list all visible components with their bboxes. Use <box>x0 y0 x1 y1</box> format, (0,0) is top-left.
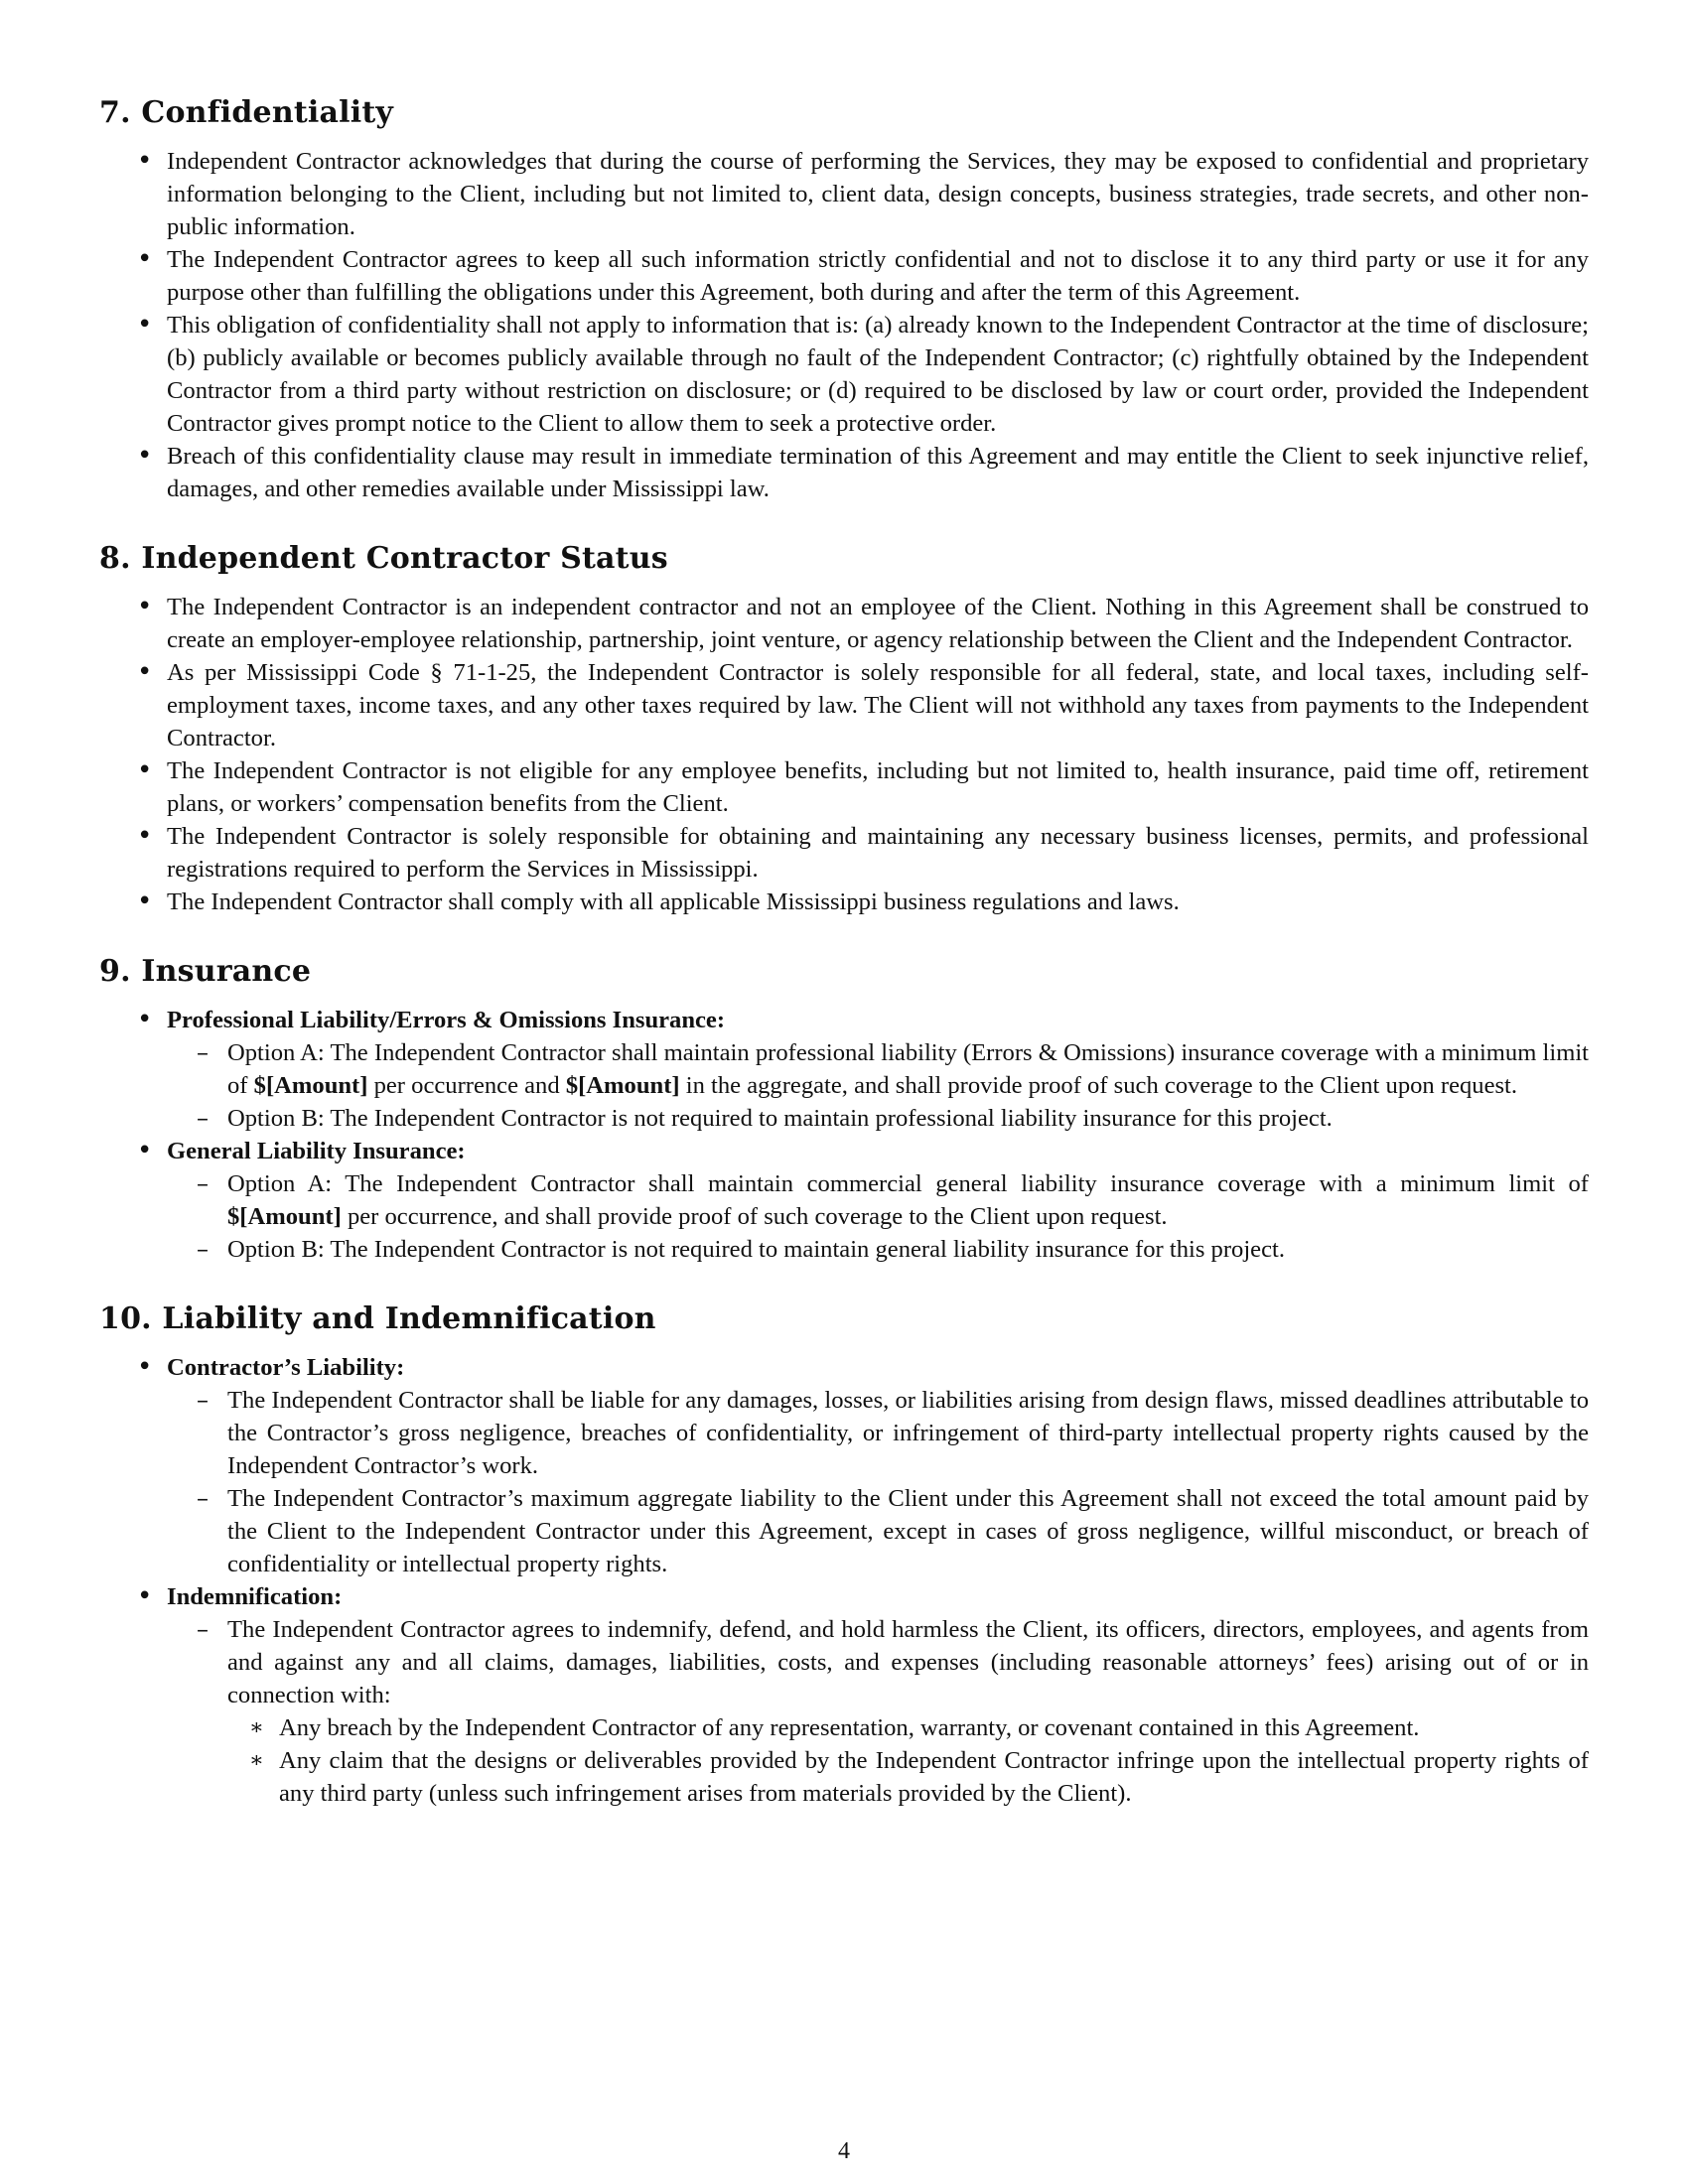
amount-placeholder: $[Amount] <box>227 1203 342 1230</box>
section-liability-indemnification <box>99 1299 1589 1810</box>
list-item <box>99 656 1589 754</box>
paragraph: – The Independent Contractor shall be liable for any damages, losses, or liabilities arising from design flaws, missed deadlines attributable to the Contractor’s gross negligence, breaches of confidentiality, or infringement of third-party intellectual property rights caused by the Independent Contractor’s work. <box>227 1387 1589 1479</box>
list-item <box>99 591 1589 656</box>
bullet-list <box>99 1351 1589 1810</box>
text-run: Option A: The Independent Contractor shall maintain commercial general liability insurance coverage with a minimum limit of <box>227 1170 1589 1197</box>
text-run: per occurrence and <box>373 1072 560 1099</box>
paragraph: – Option B: The Independent Contractor is not required to maintain professional liability insurance for this project. <box>227 1105 1333 1132</box>
text-run: Option A: The Independent Contractor shall maintain professional liability (Errors & Omissions) insurance coverage with a minimum limit of <box>227 1039 1589 1099</box>
nested-item <box>227 1711 1589 1744</box>
professional-liability-label: • Professional Liability/Errors & Omissions Insurance: <box>167 1007 726 1033</box>
general-liability-label: • General Liability Insurance: <box>167 1138 466 1164</box>
text-run: per occurrence, and shall provide proof of such coverage to the Client upon request. <box>347 1203 1168 1230</box>
sub-list <box>167 1613 1589 1810</box>
list-item <box>99 886 1589 918</box>
amount-placeholder: $[Amount] <box>253 1072 368 1099</box>
option-item <box>167 1167 1589 1233</box>
list-item <box>99 1004 1589 1135</box>
section-heading: 9. Insurance <box>99 954 312 989</box>
sub-item <box>167 1613 1589 1810</box>
amount-placeholder: $[Amount] <box>565 1072 680 1099</box>
paragraph: • The Independent Contractor shall comply with all applicable Mississippi business regulations and laws. <box>167 888 1180 915</box>
nested-list <box>227 1711 1589 1810</box>
nested-item <box>227 1744 1589 1810</box>
list-item <box>99 309 1589 440</box>
paragraph: • The Independent Contractor is an independent contractor and not an employee of the Client. Nothing in this Agreement shall be construed to create an employer-employee relationship, partnership, joint venture, or agency relationship between the Client and the Independent Contractor. <box>167 594 1589 653</box>
paragraph <box>227 1036 1589 1102</box>
sub-item <box>167 1384 1589 1482</box>
list-item <box>99 1351 1589 1580</box>
option-item <box>167 1036 1589 1102</box>
paragraph: – Option B: The Independent Contractor is not required to maintain general liability insurance for this project. <box>227 1236 1285 1263</box>
list-item <box>99 754 1589 820</box>
text-run: in the aggregate, and shall provide proof of such coverage to the Client upon request. <box>685 1072 1518 1099</box>
paragraph: • The Independent Contractor is solely responsible for obtaining and maintaining any necessary business licenses, permits, and professional registrations required to perform the Services in Mississippi. <box>167 823 1589 883</box>
paragraph: • Breach of this confidentiality clause may result in immediate termination of this Agreement and may entitle the Client to seek injunctive relief, damages, and other remedies available under Mississippi law. <box>167 443 1589 502</box>
paragraph: • The Independent Contractor agrees to keep all such information strictly confidential and not to disclose it to any third party or use it for any purpose other than fulfilling the obligations under this Agreement, both during and after the term of this Agreement. <box>167 246 1589 306</box>
section-independent-contractor-status <box>99 539 1589 918</box>
paragraph: – The Independent Contractor agrees to indemnify, defend, and hold harmless the Client, its officers, directors, employees, and agents from and against any and all claims, damages, liabilities, costs, and expenses (including reasonable attorneys’ fees) arising out of or in connection with: <box>227 1616 1589 1708</box>
list-item <box>99 145 1589 243</box>
sub-list <box>167 1384 1589 1580</box>
option-list <box>167 1167 1589 1266</box>
section-insurance <box>99 952 1589 1266</box>
option-item <box>167 1233 1589 1266</box>
paragraph: • The Independent Contractor is not eligible for any employee benefits, including but not limited to, health insurance, paid time off, retirement plans, or workers’ compensation benefits from the Client. <box>167 757 1589 817</box>
contractor-liability-label: • Contractor’s Liability: <box>167 1354 405 1381</box>
section-heading: 8. Independent Contractor Status <box>99 541 668 576</box>
paragraph <box>227 1167 1589 1233</box>
paragraph: • This obligation of confidentiality shall not apply to information that is: (a) already known to the Independent Contractor at the time of disclosure; (b) publicly available or becomes publicly available through no fault of the Independent Contractor; (c) rightfully obtained by the Independent Contractor from a third party without restriction on disclosure; or (d) required to be disclosed by law or court order, provided the Independent Contractor gives prompt notice to the Client to allow them to seek a protective order. <box>167 312 1589 437</box>
paragraph: • Independent Contractor acknowledges that during the course of performing the Services, they may be exposed to confidential and proprietary information belonging to the Client, including but not limited to, client data, design concepts, business strategies, trade secrets, and other non-public information. <box>167 148 1589 240</box>
section-heading: 10. Liability and Indemnification <box>99 1301 656 1336</box>
list-item <box>99 243 1589 309</box>
page-number: 4 <box>838 2138 850 2164</box>
section-heading: 7. Confidentiality <box>99 95 394 130</box>
section-confidentiality <box>99 93 1589 505</box>
list-item <box>99 820 1589 886</box>
list-item <box>99 1135 1589 1266</box>
sub-item <box>167 1482 1589 1580</box>
bullet-list <box>99 591 1589 918</box>
option-item <box>167 1102 1589 1135</box>
paragraph: – The Independent Contractor’s maximum aggregate liability to the Client under this Agreement shall not exceed the total amount paid by the Client to the Independent Contractor under this Agreement, except in cases of gross negligence, willful misconduct, or breach of confidentiality or intellectual property rights. <box>227 1485 1589 1577</box>
option-list <box>167 1036 1589 1135</box>
paragraph: ∗ Any breach by the Independent Contractor of any representation, warranty, or covenant contained in this Agreement. <box>279 1714 1420 1741</box>
indemnification-label: • Indemnification: <box>167 1583 343 1610</box>
paragraph: ∗ Any claim that the designs or deliverables provided by the Independent Contractor infringe upon the intellectual property rights of any third party (unless such infringement arises from materials provided by the Client). <box>279 1747 1589 1807</box>
document-page <box>99 93 1589 1843</box>
bullet-list <box>99 1004 1589 1266</box>
list-item <box>99 1580 1589 1810</box>
bullet-list <box>99 145 1589 505</box>
list-item <box>99 440 1589 505</box>
paragraph: • As per Mississippi Code § 71-1-25, the Independent Contractor is solely responsible for all federal, state, and local taxes, including self-employment taxes, income taxes, and any other taxes required by law. The Client will not withhold any taxes from payments to the Independent Contractor. <box>167 659 1589 751</box>
